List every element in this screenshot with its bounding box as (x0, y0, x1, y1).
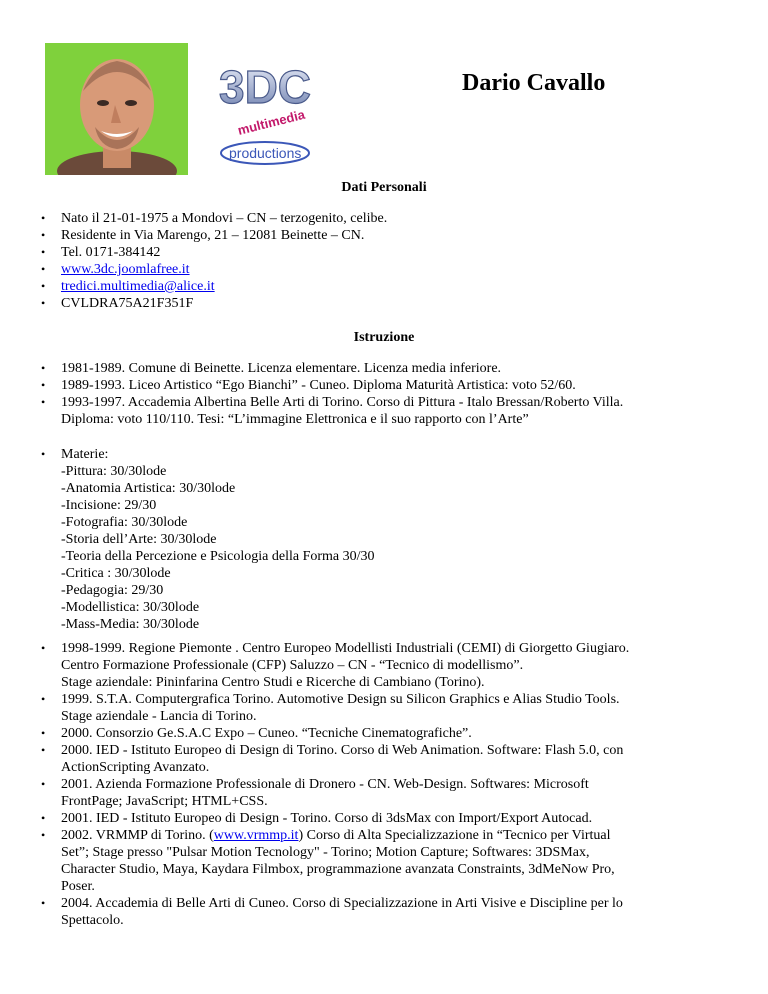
list-item: • Materie: -Pittura: 30/30lode -Anatomia Artistica: 30/30lode -Incisione: 29/30 -Fotografia: 30/30lode -Storia dell’Arte: 30/30lode -Teoria della Percezione e Psicologia della Forma 30/30 -Critica : 30/30lode -Pedagogia: 29/30 -Modellistica: 30/30lode -Mass-Media: 30/30lode (0, 446, 700, 633)
logo-multimedia-text: multimedia (236, 106, 307, 138)
list-item: • 2001. IED - Istituto Europeo di Design - Torino. Corso di 3dsMax con Import/Export Autocad. (0, 810, 700, 827)
list-item: • Nato il 21-01-1975 a Mondovi – CN – terzogenito, celibe. (0, 210, 700, 227)
company-logo (215, 55, 325, 167)
3dc-logo-graphic (215, 55, 325, 167)
list-item: • 1999. S.T.A. Computergrafica Torino. Automotive Design su Silicon Graphics e Alias Studio Tools. Stage aziendale - Lancia di Torino. (0, 691, 700, 725)
list-item: • 2001. Azienda Formazione Professionale di Dronero - CN. Web-Design. Softwares: Microsoft FrontPage; JavaScript; HTML+CSS. (0, 776, 700, 810)
profile-photo (45, 43, 188, 175)
list-item: • 1993-1997. Accademia Albertina Belle Arti di Torino. Corso di Pittura - Italo Bressan/Roberto Villa. Diploma: voto 110/110. Tesi: “L’immagine Elettronica e il suo rapporto con l’Arte” (0, 394, 700, 428)
courses-list (0, 640, 700, 929)
logo-productions-text: productions (229, 145, 302, 161)
vrmmp-link[interactable]: www.vrmmp.it (213, 828, 299, 843)
education-list (0, 360, 700, 428)
list-item: • Residente in Via Marengo, 21 – 12081 Beinette – CN. (0, 227, 700, 244)
portrait-image (45, 43, 188, 175)
list-item (0, 261, 700, 278)
list-item: • 1981-1989. Comune di Beinette. Licenza elementare. Licenza media inferiore. (0, 360, 700, 377)
list-item: • Tel. 0171-384142 (0, 244, 700, 261)
materie-list (0, 446, 700, 633)
email-link[interactable]: tredici.multimedia@alice.it (61, 279, 215, 294)
section-title-education: Istruzione (353, 330, 415, 345)
list-item: • 2000. Consorzio Ge.S.A.C Expo – Cuneo. “Tecniche Cinematografiche”. (0, 725, 700, 742)
list-item: • 2004. Accademia di Belle Arti di Cuneo. Corso di Specializzazione in Arti Visive e Discipline per lo Spettacolo. (0, 895, 700, 929)
list-item (0, 278, 700, 295)
list-item: • 2002. VRMMP di Torino. (www.vrmmp.it) Corso di Alta Specializzazione in “Tecnico per Virtual Set”; Stage presso "Pulsar Motion Tecnology" - Torino; Motion Capture; Softwares: 3DSMax, Character Studio, Maya, Kaydara Filmbox, programmazione avanzata Constraints, 3dMeNow Pro, Poser. (0, 827, 700, 895)
list-item: • 1998-1999. Regione Piemonte . Centro Europeo Modellisti Industriali (CEMI) di Giorgetto Giugiaro. Centro Formazione Professionale (CFP) Saluzzo – CN - “Tecnico di modellismo”. Stage aziendale: Pininfarina Centro Studi e Ricerche di Cambiano (Torino). (0, 640, 700, 691)
list-item: • CVLDRA75A21F351F (0, 295, 700, 312)
list-item: • 2000. IED - Istituto Europeo di Design di Torino. Corso di Web Animation. Software: Flash 5.0, con ActionScripting Avanzato. (0, 742, 700, 776)
personal-list (0, 210, 700, 312)
svg-text:3DC: 3DC (219, 61, 312, 113)
list-item: • 1989-1993. Liceo Artistico “Ego Bianchi” - Cuneo. Diploma Maturità Artistica: voto 52/60. (0, 377, 700, 394)
section-title-personal: Dati Personali (341, 180, 427, 195)
website-link[interactable]: www.3dc.joomlafree.it (61, 262, 190, 277)
page-title: Dario Cavallo (462, 70, 606, 96)
